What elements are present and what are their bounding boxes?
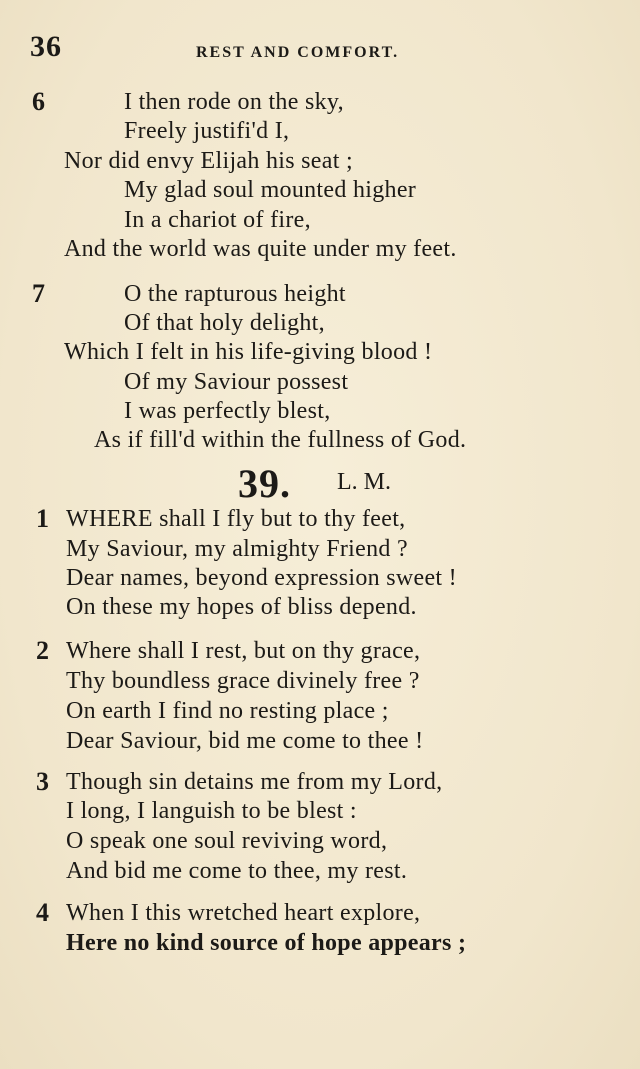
verse-line: WHERE shall I fly but to thy feet, — [66, 506, 406, 532]
verse-number: 6 — [32, 87, 45, 116]
verse-line: O speak one soul reviving word, — [66, 828, 388, 854]
verse-line: Of that holy delight, — [124, 310, 325, 336]
verse-line: My glad soul mounted higher — [124, 177, 417, 203]
verse-number: 7 — [32, 279, 45, 308]
verse-line: Nor did envy Elijah his seat ; — [64, 148, 353, 174]
hymn-meter: L. M. — [337, 469, 391, 495]
verse-line: When I this wretched heart explore, — [66, 900, 421, 926]
verse-line: Though sin detains me from my Lord, — [66, 769, 443, 795]
verse-number: 2 — [36, 636, 49, 665]
verse-line: Here no kind source of hope appears ; — [66, 930, 467, 956]
verse-line: O the rapturous height — [124, 281, 346, 307]
verse-line: Freely justifi'd I, — [124, 118, 290, 144]
verse-line: In a chariot of fire, — [124, 207, 311, 233]
verse-number: 4 — [36, 898, 49, 927]
verse-line: And the world was quite under my feet. — [64, 236, 457, 262]
verse-line: On these my hopes of bliss depend. — [66, 594, 417, 620]
verse-line: Dear names, beyond expression sweet ! — [66, 565, 457, 591]
verse-number: 3 — [36, 767, 49, 796]
page-header — [0, 30, 640, 70]
verse-line: As if fill'd within the fullness of God. — [94, 427, 467, 453]
verse-line: I then rode on the sky, — [124, 89, 344, 115]
verse-line: Where shall I rest, but on thy grace, — [66, 638, 421, 664]
verse-line: Dear Saviour, bid me come to thee ! — [66, 728, 424, 754]
verse-line: On earth I find no resting place ; — [66, 698, 389, 724]
verse-line: My Saviour, my almighty Friend ? — [66, 536, 408, 562]
verse-line: I was perfectly blest, — [124, 398, 331, 424]
verse-line: I long, I languish to be blest : — [66, 798, 357, 824]
page-number: 36 — [30, 30, 62, 63]
verse-line: Thy boundless grace divinely free ? — [66, 668, 420, 694]
hymn-number: 39. — [238, 461, 291, 506]
verse-line: Which I felt in his life-giving blood ! — [64, 339, 433, 365]
running-head: REST AND COMFORT. — [196, 44, 400, 61]
verse-line: And bid me come to thee, my rest. — [66, 858, 408, 884]
verse-line: Of my Saviour possest — [124, 369, 349, 395]
verse-number: 1 — [36, 504, 49, 533]
